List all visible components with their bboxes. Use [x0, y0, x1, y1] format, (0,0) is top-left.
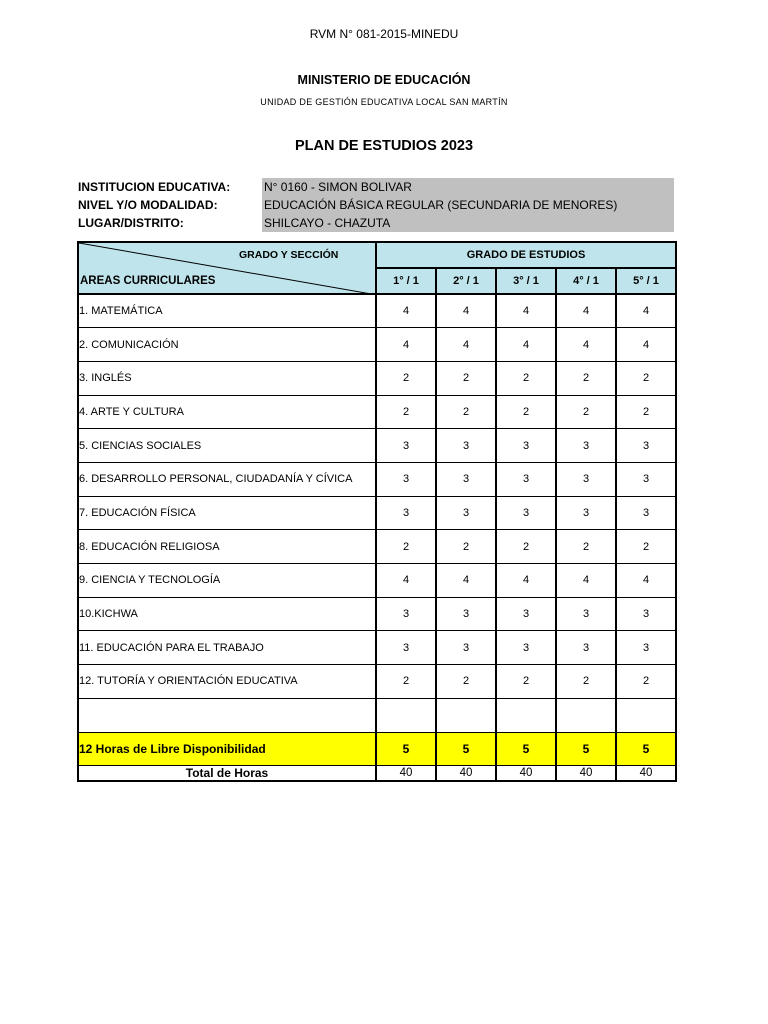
hours-cell: 2	[556, 395, 616, 429]
info-value: EDUCACIÓN BÁSICA REGULAR (SECUNDARIA DE MENORES)	[262, 196, 674, 214]
hours-cell: 2	[376, 530, 436, 564]
plan-title: PLAN DE ESTUDIOS 2023	[294, 138, 474, 154]
hours-cell: 4	[556, 294, 616, 328]
section-header: 2° / 1	[436, 268, 496, 294]
hours-cell: 4	[376, 294, 436, 328]
hours-cell: 3	[496, 462, 556, 496]
hours-cell: 4	[616, 294, 676, 328]
hours-cell: 4	[376, 564, 436, 598]
hours-cell: 3	[376, 496, 436, 530]
hours-cell: 3	[436, 631, 496, 665]
empty-cell	[616, 698, 676, 732]
free-hours-row	[78, 732, 676, 765]
curriculum-table	[77, 241, 677, 782]
table-row	[78, 395, 676, 429]
hours-cell: 2	[496, 665, 556, 699]
area-name: 2. COMUNICACIÓN	[78, 328, 376, 362]
area-name: 11. EDUCACIÓN PARA EL TRABAJO	[78, 631, 376, 665]
table-row	[78, 294, 676, 328]
hours-cell: 2	[436, 395, 496, 429]
hours-cell: 3	[436, 429, 496, 463]
table-row	[78, 530, 676, 564]
hours-cell: 2	[376, 665, 436, 699]
hours-cell: 4	[496, 294, 556, 328]
hours-cell: 3	[556, 597, 616, 631]
hours-cell: 4	[496, 564, 556, 598]
hours-cell: 2	[496, 395, 556, 429]
area-name: 6. DESARROLLO PERSONAL, CIUDADANÍA Y CÍVICA	[78, 462, 376, 496]
hours-cell: 3	[376, 462, 436, 496]
empty-cell	[78, 698, 376, 732]
hours-cell: 4	[616, 564, 676, 598]
area-name: 5. CIENCIAS SOCIALES	[78, 429, 376, 463]
hours-cell: 3	[376, 631, 436, 665]
section-header: 5° / 1	[616, 268, 676, 294]
unit-subtitle: UNIDAD DE GESTIÓN EDUCATIVA LOCAL SAN MARTÍN	[260, 97, 508, 107]
ministry-title: MINISTERIO DE EDUCACIÓN	[297, 73, 471, 87]
total-cell: 40	[616, 765, 676, 781]
hours-cell: 3	[436, 496, 496, 530]
area-name: 7. EDUCACIÓN FÍSICA	[78, 496, 376, 530]
table-row	[78, 597, 676, 631]
hours-cell: 3	[496, 631, 556, 665]
hours-cell: 3	[496, 496, 556, 530]
table-row	[78, 496, 676, 530]
area-name: 4. ARTE Y CULTURA	[78, 395, 376, 429]
table-row	[78, 462, 676, 496]
document-reference: RVM N° 081-2015-MINEDU	[309, 27, 459, 41]
hours-cell: 2	[436, 665, 496, 699]
hours-cell: 2	[556, 665, 616, 699]
free-hours-cell: 5	[376, 732, 436, 765]
hours-cell: 2	[616, 395, 676, 429]
hours-cell: 3	[556, 462, 616, 496]
area-name: 3. INGLÉS	[78, 361, 376, 395]
hours-cell: 2	[436, 530, 496, 564]
hours-cell: 3	[556, 496, 616, 530]
hours-cell: 3	[616, 462, 676, 496]
table-row	[78, 328, 676, 362]
empty-cell	[496, 698, 556, 732]
hours-cell: 3	[376, 429, 436, 463]
institution-info	[78, 178, 674, 232]
hours-cell: 3	[376, 597, 436, 631]
total-cell: 40	[496, 765, 556, 781]
area-name: 12. TUTORÍA Y ORIENTACIÓN EDUCATIVA	[78, 665, 376, 699]
table-row	[78, 429, 676, 463]
info-row-institution	[78, 178, 674, 196]
hours-cell: 4	[436, 564, 496, 598]
hours-cell: 2	[616, 665, 676, 699]
hours-cell: 3	[616, 631, 676, 665]
info-row-level	[78, 196, 674, 214]
area-name: 10.KICHWA	[78, 597, 376, 631]
hours-cell: 3	[496, 597, 556, 631]
hours-cell: 2	[556, 361, 616, 395]
free-hours-cell: 5	[616, 732, 676, 765]
area-name: 8. EDUCACIÓN RELIGIOSA	[78, 530, 376, 564]
hours-cell: 3	[436, 462, 496, 496]
free-hours-label: 12 Horas de Libre Disponibilidad	[78, 732, 376, 765]
hours-cell: 3	[436, 597, 496, 631]
areas-label: AREAS CURRICULARES	[80, 275, 216, 287]
hours-cell: 3	[556, 631, 616, 665]
section-header: 4° / 1	[556, 268, 616, 294]
area-name: 9. CIENCIA Y TECNOLOGÍA	[78, 564, 376, 598]
hours-cell: 2	[496, 361, 556, 395]
hours-cell: 2	[556, 530, 616, 564]
hours-cell: 4	[436, 328, 496, 362]
empty-cell	[376, 698, 436, 732]
hours-cell: 3	[556, 429, 616, 463]
total-cell: 40	[436, 765, 496, 781]
info-label: LUGAR/DISTRITO:	[78, 216, 184, 230]
total-row	[78, 765, 676, 781]
hours-cell: 4	[496, 328, 556, 362]
hours-cell: 2	[616, 361, 676, 395]
hours-cell: 2	[496, 530, 556, 564]
hours-cell: 4	[616, 328, 676, 362]
table-row	[78, 361, 676, 395]
info-row-location	[78, 214, 674, 232]
hours-cell: 3	[616, 597, 676, 631]
area-name: 1. MATEMÁTICA	[78, 294, 376, 328]
table-row	[78, 665, 676, 699]
grade-section-label: GRADO Y SECCIÓN	[239, 249, 339, 261]
info-label: INSTITUCION EDUCATIVA:	[78, 180, 231, 194]
section-header: 3° / 1	[496, 268, 556, 294]
empty-cell	[556, 698, 616, 732]
hours-cell: 2	[616, 530, 676, 564]
hours-cell: 2	[376, 395, 436, 429]
total-cell: 40	[376, 765, 436, 781]
hours-cell: 2	[436, 361, 496, 395]
hours-cell: 4	[436, 294, 496, 328]
hours-cell: 3	[496, 429, 556, 463]
grades-header: GRADO DE ESTUDIOS	[376, 242, 676, 268]
table-corner-header	[78, 242, 376, 294]
free-hours-cell: 5	[556, 732, 616, 765]
free-hours-cell: 5	[436, 732, 496, 765]
hours-cell: 4	[556, 328, 616, 362]
hours-cell: 3	[616, 496, 676, 530]
total-cell: 40	[556, 765, 616, 781]
info-label: NIVEL Y/O MODALIDAD:	[78, 198, 218, 212]
info-value: N° 0160 - SIMON BOLIVAR	[262, 178, 674, 196]
section-header: 1° / 1	[376, 268, 436, 294]
hours-cell: 4	[376, 328, 436, 362]
table-row	[78, 564, 676, 598]
table-row	[78, 631, 676, 665]
empty-row	[78, 698, 676, 732]
hours-cell: 2	[376, 361, 436, 395]
total-label: Total de Horas	[78, 765, 376, 781]
hours-cell: 4	[556, 564, 616, 598]
free-hours-cell: 5	[496, 732, 556, 765]
hours-cell: 3	[616, 429, 676, 463]
info-value: SHILCAYO - CHAZUTA	[262, 214, 674, 232]
empty-cell	[436, 698, 496, 732]
